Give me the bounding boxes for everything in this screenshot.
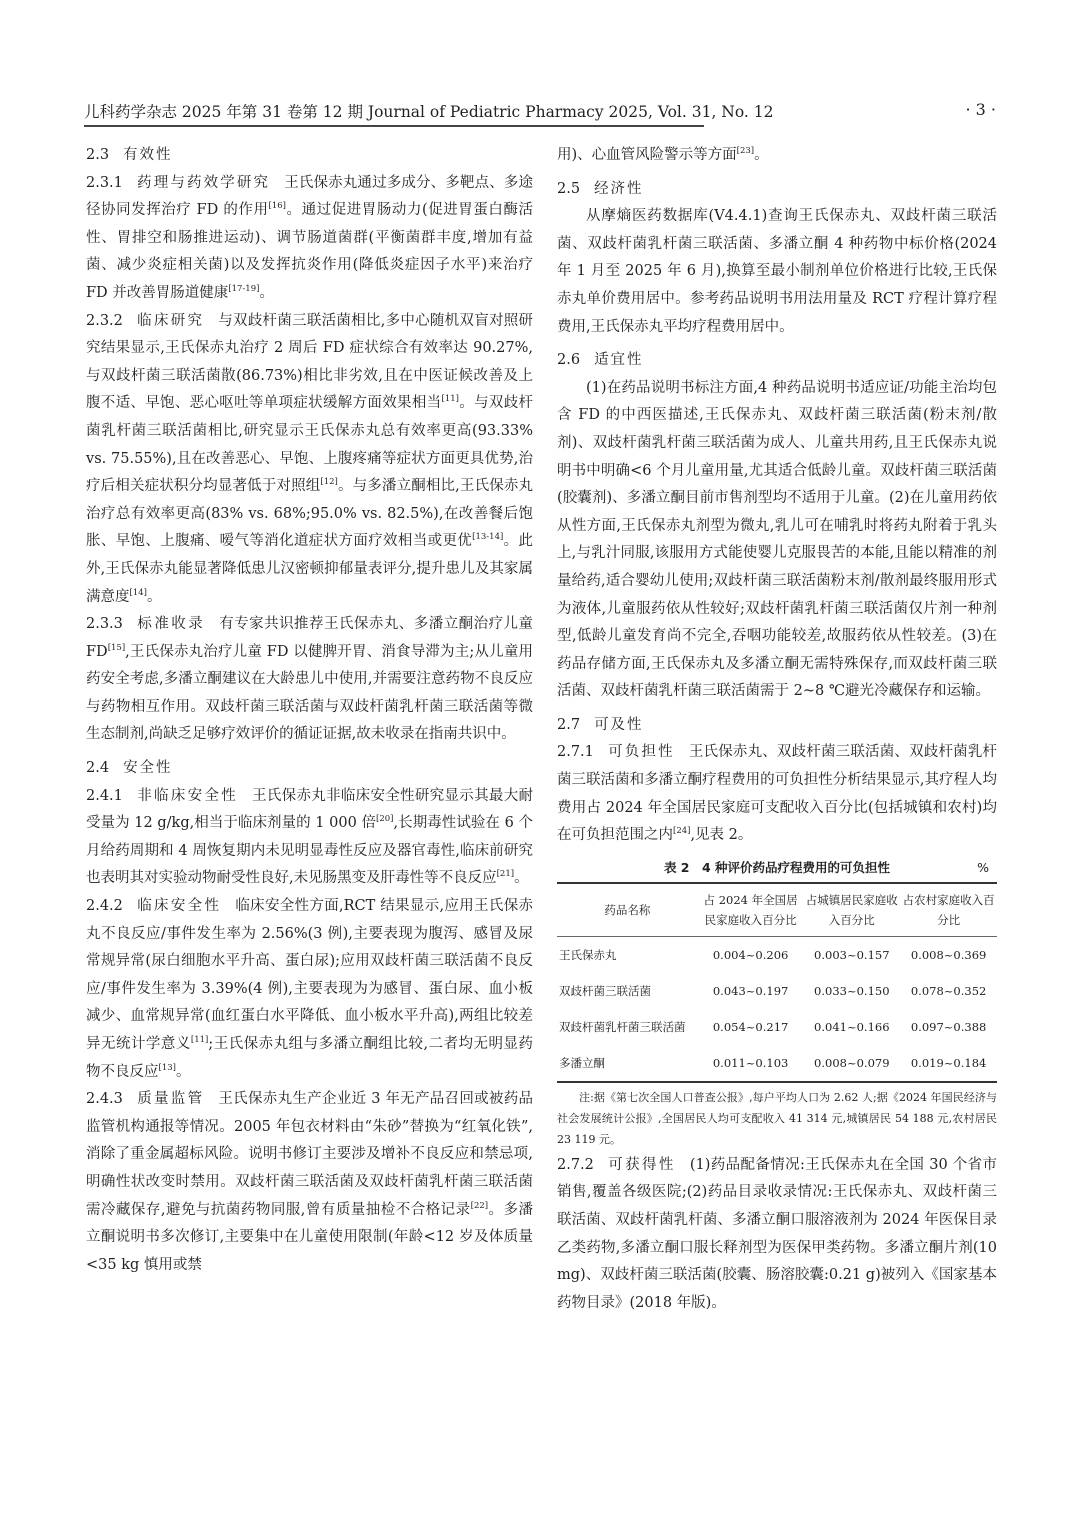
column-header: 占农村家庭收入百分比 [900, 883, 997, 937]
table-row [557, 1009, 997, 1045]
subsection-number: 2.7.1 [557, 744, 594, 761]
citation[interactable]: [12] [320, 477, 338, 488]
citation[interactable]: [20] [376, 814, 394, 825]
journal-header: 儿科药学杂志 2025 年第 31 卷第 12 期 Journal of Pediatric Pharmacy 2025, Vol. 31, No. 12 [84, 103, 774, 121]
citation[interactable]: [11] [190, 1035, 209, 1045]
table-cell: 0.054~0.217 [712, 1019, 789, 1034]
table-row [557, 1045, 997, 1082]
left-column [86, 142, 533, 1279]
subsection-title: 可负担性 [607, 744, 675, 761]
paragraph-2-4-1: 2.4.1 非临床安全性 王氏保赤丸非临床安全性研究显示其最大耐受量为 12 g/kg,相当于临床剂量的 1 000 倍[20],长期毒性试验在 6 个月给药周期和 4 周恢复期内未见明显毒性反应及器官毒性,临床前研究也表明其对实验动物耐受性良好,未见肠黑变及肝毒性等不良反应[21]。 [86, 783, 533, 893]
header-rule [84, 125, 704, 127]
paragraph-2-4-3: 2.4.3 质量监管 王氏保赤丸生产企业近 3 年无产品召回或被药品监管机构通报等情况。2005 年包衣材料由“朱砂”替换为“红氧化铁”,消除了重金属超标风险。说明书修订主要涉及增补不良反应和禁忌项,明确性状改变时禁用。双歧杆菌三联活菌及双歧杆菌乳杆菌三联活菌需冷藏保存,避免与抗菌药物同服,曾有质量抽检不合格记录[22]。多潘立酮说明书多次修订,主要集中在儿童使用限制(年龄<12 岁及体质量<35 kg 慎用或禁 [86, 1086, 533, 1279]
paragraph-2-3-3: 2.3.3 标准收录 有专家共识推荐王氏保赤丸、多潘立酮治疗儿童 FD[15],王氏保赤丸治疗儿童 FD 以健脾开胃、消食导滞为主;从儿童用药安全考虑,多潘立酮建议在大龄患儿中使用,并需要注意药物不良反应与药物相互作用。双歧杆菌三联活菌与双歧杆菌乳杆菌三联活菌等微生态制剂,尚缺乏足够疗效评价的循证证据,故未收录在指南共识中。 [86, 611, 533, 749]
subsection-number: 2.3.2 [86, 312, 123, 329]
column-header: 药品名称 [557, 883, 698, 937]
citation[interactable]: [17-19] [228, 283, 260, 294]
affordability-table [557, 882, 997, 1083]
paragraph-2-7-2: 2.7.2 可获得性 (1)药品配备情况:王氏保赤丸在全国 30 个省市销售,覆盖各级医院;(2)药品目录收录情况:王氏保赤丸、双歧杆菌三联活菌、双歧杆菌乳杆菌、多潘立酮口服溶液剂为 2024 年医保目录乙类药物,多潘立酮口服长释剂型为医保甲类药物。多潘立酮片剂(10 mg)、双歧杆菌三联活菌(胶囊、肠溶胶囊:0.21 g)被列入《国家基本药物目录》(2018 年版)。 [557, 1152, 997, 1318]
table-cell: 0.033~0.150 [814, 983, 890, 998]
subsection-title: 标准收录 [136, 616, 206, 633]
subsection-number: 2.3.3 [86, 616, 123, 633]
table-cell: 0.043~0.197 [712, 983, 789, 998]
section-heading-2-5: 2.5 经济性 [557, 180, 644, 197]
table-cell: 0.011~0.103 [698, 1045, 804, 1082]
paragraph-2-3-1: 2.3.1 药理与药效学研究 王氏保赤丸通过多成分、多靶点、多途径协同发挥治疗 FD 的作用[16]。通过促进胃肠动力(促进胃蛋白酶活性、胃排空和肠推进运动)、调节肠道菌群(平衡菌群丰度,增加有益菌、减少炎症相关菌)以及发挥抗炎作用(降低炎症因子水平)来治疗 FD 并改善胃肠道健康[17-19]。 [86, 170, 533, 308]
citation[interactable]: [21] [496, 869, 515, 880]
page-number: · 3 · [965, 100, 996, 119]
citation[interactable]: [11] [441, 394, 459, 405]
paragraph-2-3-2: 2.3.2 临床研究 与双歧杆菌三联活菌相比,多中心随机双盲对照研究结果显示,王氏保赤丸治疗 2 周后 FD 症状综合有效率达 90.27%,与双歧杆菌三联活菌散(86.73%)相比非劣效,且在中医证候改善及上腹不适、早饱、恶心呕吐等单项症状缓解方面效果相当[11]。与双歧杆菌乳杆菌三联活菌相比,研究显示王氏保赤丸总有效率更高(93.33% vs. 75.55%),且在改善恶心、早饱、上腹疼痛等症状方面更具优势,治疗后相关症状积分均显著低于对照组[12]。与多潘立酮相比,王氏保赤丸治疗总有效率更高(83% vs. 68%;95.0% vs. 82.5%),在改善餐后饱胀、早饱、上腹痛、嗳气等消化道症状方面疗效相当或更优[13-14]。此外,王氏保赤丸能显著降低患儿汉密顿抑郁量表评分,提升患儿及其家属满意度[14]。 [86, 308, 533, 612]
paragraph-2-5: 从摩熵医药数据库(V4.4.1)查询王氏保赤丸、双歧杆菌三联活菌、双歧杆菌乳杆菌三联活菌、多潘立酮 4 种药物中标价格(2024 年 1 月至 2025 年 6 月),换算至最小制剂单位价格进行比较,王氏保赤丸单价费用居中。参考药品说明书用法用量及 RCT 疗程计算疗程费用,王氏保赤丸平均疗程费用居中。 [557, 208, 997, 335]
table-caption [557, 856, 997, 880]
section-heading-2-3: 2.3 有效性 [86, 147, 173, 163]
subsection-number: 2.4.1 [86, 787, 123, 804]
running-header [84, 100, 996, 130]
drug-name-cell: 双歧杆菌三联活菌 [559, 983, 651, 998]
paragraph-2-6: (1)在药品说明书标注方面,4 种药品说明书适应证/功能主治均包含 FD 的中西医描述,王氏保赤丸、双歧杆菌三联活菌(粉末剂/散剂)、双歧杆菌乳杆菌三联活菌为成人、儿童共用药,且王氏保赤丸说明书中明确<6 个月儿童用量,尤其适合低龄儿童。双歧杆菌三联活菌(胶囊剂)、多潘立酮目前市售剂型均不适用于儿童。(2)在儿童用药依从性方面,王氏保赤丸剂型为微丸,乳儿可在哺乳时将药丸附着于乳头上,与乳汁同服,该服用方式能使婴儿克服畏苦的本能,且能以精准的剂量给药,适合婴幼儿使用;双歧杆菌三联活菌粉末剂/散剂最终服用形式为液体,儿童服药依从性较好;双歧杆菌乳杆菌三联活菌仅片剂一种剂型,低龄儿童发育尚不完全,吞咽功能较差,故服药依从性较差。(3)在药品存储方面,王氏保赤丸及多潘立酮无需特殊保存,而双歧杆菌三联活菌、双歧杆菌乳杆菌三联活菌需于 2~8 ℃避光冷藏保存和运输。 [557, 379, 997, 700]
subsection-title: 非临床安全性 [136, 787, 239, 804]
table-cell: 0.008~0.079 [803, 1045, 900, 1082]
paragraph-2-4-2: 2.4.2 临床安全性 临床安全性方面,RCT 结果显示,应用王氏保赤丸不良反应/事件发生率为 2.56%(3 例),主要表现为腹泻、感冒及尿常规异常(尿白细胞水平升高、蛋白尿);应用双歧杆菌三联活菌不良反应/事件发生率为 3.39%(4 例),主要表现为为感冒、蛋白尿、血小板减少、血常规异常(血红蛋白水平降低、血小板水平升高),两组比较差异无统计学意义[11];王氏保赤丸组与多潘立酮组比较,二者均无明显药物不良反应[13]。 [86, 893, 533, 1086]
drug-name-cell: 王氏保赤丸 [559, 947, 617, 962]
table-cell: 0.041~0.166 [814, 1019, 890, 1034]
citation[interactable]: [14] [129, 587, 147, 598]
column-header: 占 2024 年全国居民家庭收入百分比 [698, 883, 804, 937]
subsection-title: 药理与药效学研究 [136, 174, 271, 191]
table-note: 注:据《第七次全国人口普查公报》,每户平均人口为 2.62 人;据《2024 年国民经济与社会发展统计公报》,全国居民人均可支配收入 41 314 元,城镇居民 54 188 元,农村居民 23 119 元。 [557, 1090, 997, 1146]
table-unit: % [977, 859, 989, 875]
column-header: 占城镇居民家庭收入百分比 [803, 883, 900, 937]
table-cell: 0.019~0.184 [900, 1045, 997, 1082]
table-cell: 0.004~0.206 [712, 947, 789, 962]
table-cell: 0.078~0.352 [910, 983, 987, 998]
table-title: 表 2 4 种评价药品疗程费用的可负担性 [663, 859, 891, 875]
subsection-title: 质量监管 [136, 1091, 205, 1108]
subsection-number: 2.4.3 [86, 1091, 123, 1108]
citation[interactable]: [24] [673, 826, 691, 837]
subsection-title: 临床安全性 [136, 898, 222, 915]
section-heading-2-4: 2.4 安全性 [86, 760, 173, 777]
paragraph-2-7-1: 2.7.1 可负担性 王氏保赤丸、双歧杆菌三联活菌、双歧杆菌乳杆菌三联活菌和多潘立酮疗程费用的可负担性分析结果显示,其疗程人均费用占 2024 年全国居民家庭可支配收入百分比(包括城镇和农村)均在可负担范围之内[24],见表 2。 [557, 739, 997, 849]
citation[interactable]: [16] [268, 201, 286, 212]
table-row [557, 973, 997, 1009]
citation[interactable]: [13-14] [472, 532, 504, 543]
section-heading-2-7: 2.7 可及性 [557, 716, 644, 733]
citation[interactable]: [13] [158, 1062, 176, 1073]
citation[interactable]: [23] [736, 146, 755, 156]
section-heading-2-6: 2.6 适宜性 [557, 352, 644, 369]
right-column [557, 142, 997, 1317]
table-header-row [557, 883, 997, 937]
subsection-title: 临床研究 [136, 312, 205, 329]
subsection-title: 可获得性 [607, 1156, 676, 1173]
table-row [557, 936, 997, 973]
subsection-number: 2.7.2 [557, 1156, 594, 1173]
subsection-number: 2.4.2 [86, 898, 123, 915]
citation[interactable]: [15] [107, 642, 126, 653]
table-cell: 0.097~0.388 [910, 1019, 987, 1034]
citation[interactable]: [22] [470, 1200, 489, 1211]
table-cell: 0.003~0.157 [814, 947, 890, 962]
paragraph-continued: 用)、心血管风险警示等方面[23]。 [557, 146, 769, 163]
subsection-number: 2.3.1 [86, 174, 123, 191]
table-cell: 0.008~0.369 [910, 947, 987, 962]
drug-name-cell: 多潘立酮 [557, 1045, 698, 1082]
drug-name-cell: 双歧杆菌乳杆菌三联活菌 [559, 1019, 686, 1034]
